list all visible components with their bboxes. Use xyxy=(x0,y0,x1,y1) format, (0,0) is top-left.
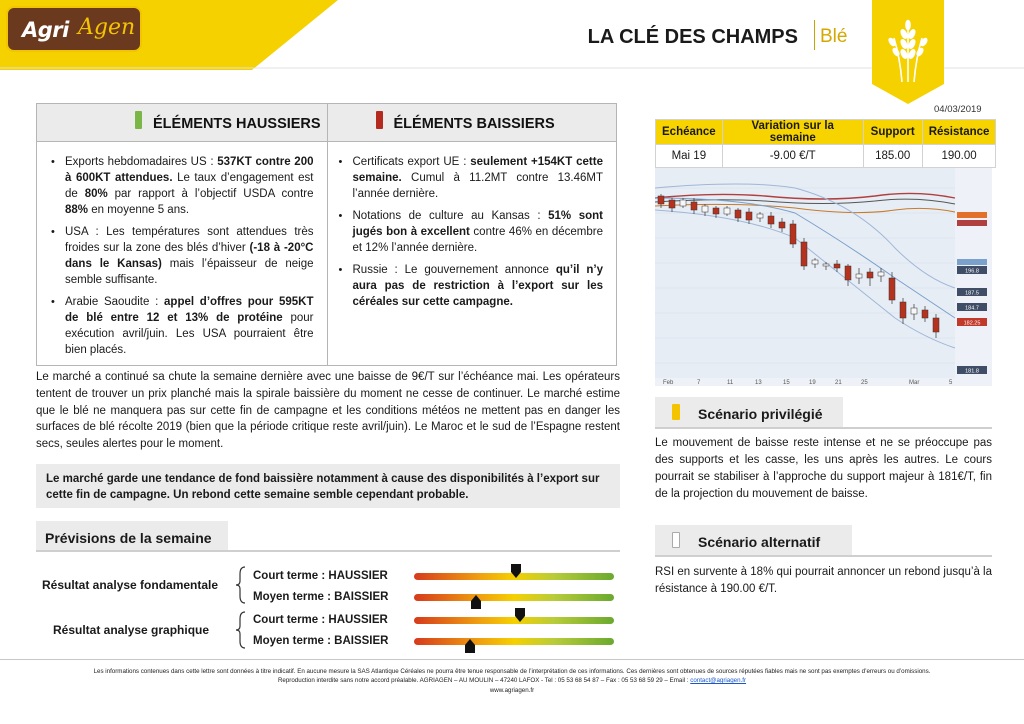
chart-x-tick-label: 5 xyxy=(949,380,953,386)
technical-analysis-label: Résultat analyse graphique xyxy=(53,623,210,637)
bearish-candle xyxy=(834,264,840,268)
bearish-candle xyxy=(746,212,752,220)
table-cell: -9.00 €/T xyxy=(722,145,863,168)
scenario-divider xyxy=(655,555,992,557)
chart-x-tick-label: 21 xyxy=(835,380,842,386)
bearish-candle xyxy=(779,222,785,228)
trend-gauge-bar xyxy=(414,617,614,624)
forecast-term: Court terme : HAUSSIER xyxy=(253,570,388,582)
trend-marker xyxy=(511,564,521,578)
bearish-candle xyxy=(713,208,719,214)
bullish-candle xyxy=(878,272,884,276)
preferred-scenario-header xyxy=(655,397,843,428)
table-header: Support xyxy=(863,120,922,145)
footer-contact: Reproduction interdite sans notre accord préalable. AGRIAGEN – AU MOULIN – 47240 LAFOX - Tel : 05 53 68 54 87 – Fax : 05 53 68 59 29 – Email : contact@agriagen.fr xyxy=(277,677,747,684)
table-cell: 185.00 xyxy=(863,145,922,168)
preferred-scenario-title: Scénario privilégié xyxy=(698,406,823,422)
bullish-candle xyxy=(724,208,730,214)
bearish-list xyxy=(327,142,617,365)
preferred-scenario-text: Le mouvement de baisse reste intense et ne se préoccupe pas des supports et les casse, les uns après les autres. Le cours pourrait se stabiliser à l’approche du support majeur à 181€/T, fin de la projection du mouvement de baisse. xyxy=(655,437,992,500)
bearish-candle xyxy=(669,200,675,208)
bullish-title: ÉLÉMENTS HAUSSIERS xyxy=(153,116,321,132)
fundamental-analysis-label: Résultat analyse fondamentale xyxy=(42,578,219,592)
price-label: 187.5 xyxy=(965,290,979,297)
report-date: 04/03/2019 xyxy=(934,104,982,115)
bearish-candle xyxy=(845,266,851,280)
chart-x-tick-label: 15 xyxy=(783,380,790,386)
trend-gauge-bar xyxy=(414,638,614,645)
table-header: Résistance xyxy=(922,120,996,145)
trend-marker xyxy=(515,608,525,622)
trend-marker xyxy=(471,595,481,609)
market-factors-box xyxy=(36,103,617,366)
chart-x-tick-label: 25 xyxy=(861,380,868,386)
factors-header xyxy=(37,104,616,142)
logo-text-agri: Agri xyxy=(22,18,69,42)
bullish-candle xyxy=(757,214,763,218)
chart-x-tick-label: 13 xyxy=(755,380,762,386)
title-separator xyxy=(814,20,815,50)
chart-x-tick-label: 11 xyxy=(727,380,734,386)
footer-email-link[interactable]: contact@agriagen.fr xyxy=(690,677,747,684)
alternative-scenario-header xyxy=(655,525,852,556)
footer-disclaimer: Les informations contenues dans cette lettre sont données à titre indicatif. En aucune mesure la SAS Atlantique Céréales ne pourra être tenue responsable de l’interprétation de ces informations. Ces dernières sont obtenues de sources réputées fiables mais ne sont pas exemptes d’erreurs ou d’omissions. xyxy=(93,668,931,675)
bullish-header xyxy=(37,104,327,141)
bearish-candle xyxy=(922,310,928,318)
bearish-candle xyxy=(658,196,664,204)
alternative-scenario-title: Scénario alternatif xyxy=(698,534,821,550)
forecast-term: Court terme : HAUSSIER xyxy=(253,614,388,626)
fundamental-brace xyxy=(236,566,246,604)
red-candle-icon xyxy=(376,111,383,129)
bullish-item: • Exports hebdomadaires US : 537KT contre 200 à 600KT attendues. Le taux d’engagement est de 80% par rapport à l’objectif USDA contre 88% en moyenne 5 ans. xyxy=(51,154,314,218)
bearish-candle xyxy=(735,210,741,218)
bearish-item: • Russie : Le gouvernement annonce qu’il n’y aura pas de restriction à l’export sur les céréales sur cette campagne. xyxy=(339,262,604,310)
bearish-candle xyxy=(867,272,873,278)
price-label: 196.8 xyxy=(965,268,979,275)
chart-x-tick-label: Mar xyxy=(909,380,920,386)
bearish-item: • Certificats export UE : seulement +154KT cette semaine. Cumul à 11.2MT contre 13.46MT l’année dernière. xyxy=(339,154,604,202)
footer-website: www.agriagen.fr xyxy=(489,687,535,694)
bearish-candle xyxy=(790,224,796,244)
trend-marker xyxy=(465,639,475,653)
white-candle-icon xyxy=(672,532,680,548)
table-cell: Mai 19 xyxy=(656,145,723,168)
forecast-term: Moyen terme : BAISSIER xyxy=(253,635,389,647)
logo-text-agen: Agen xyxy=(78,15,136,40)
page-title: LA CLÉ DES CHAMPS xyxy=(587,26,798,48)
footer-divider xyxy=(0,659,1024,660)
bullish-item: • USA : Les températures sont attendues très froides sur la zone des blés d’hiver (-18 à -20°C dans le Kansas) mais l’épaisseur de neige semble suffisante. xyxy=(51,224,314,288)
bearish-candle xyxy=(900,302,906,318)
contract-table xyxy=(655,119,996,168)
price-chart xyxy=(655,168,992,386)
bearish-header xyxy=(327,104,617,141)
chart-x-tick-label: Feb xyxy=(663,380,674,386)
market-summary: Le marché garde une tendance de fond baissière notamment à cause des disponibilités à l’export sur cette fin de campagne. Un rebond cette semaine semble cependant probable. xyxy=(36,464,620,508)
header-band xyxy=(0,0,1024,70)
bearish-candle xyxy=(933,318,939,332)
page-subtitle: Blé xyxy=(820,26,848,47)
price-label: 181.8 xyxy=(965,368,979,375)
forecast-divider xyxy=(36,550,620,552)
green-candle-icon xyxy=(135,111,142,129)
bearish-candle xyxy=(768,216,774,224)
table-header: Echéance xyxy=(656,120,723,145)
technical-brace xyxy=(236,611,246,649)
scenario-divider xyxy=(655,427,992,429)
bullish-candle xyxy=(856,274,862,278)
chart-x-tick-label: 19 xyxy=(809,380,816,386)
alternative-scenario-text: RSI en survente à 18% qui pourrait annoncer un rebond jusqu’à la résistance à 190.00 €/T. xyxy=(655,566,992,595)
bullish-candle xyxy=(702,206,708,212)
forecast-term: Moyen terme : BAISSIER xyxy=(253,591,389,603)
yellow-candle-icon xyxy=(672,404,680,420)
bearish-candle xyxy=(691,202,697,210)
bullish-candle xyxy=(823,264,829,266)
table-cell: 190.00 xyxy=(922,145,996,168)
price-label: 184.7 xyxy=(965,305,979,312)
bullish-item: • Arabie Saoudite : appel d’offres pour 595KT de blé entre 12 et 13% de protéine pour exécution avril/juin. Les USA pourraient être bien placés. xyxy=(51,294,314,358)
table-row xyxy=(656,145,996,168)
bullish-candle xyxy=(812,260,818,264)
bearish-candle xyxy=(801,242,807,266)
table-header: Variation sur la semaine xyxy=(722,120,863,145)
bearish-item: • Notations de culture au Kansas : 51% sont jugés bon à excellent contre 46% en décembre et 12% l’année dernière. xyxy=(339,208,604,256)
agriagen-logo xyxy=(6,6,142,52)
bearish-title: ÉLÉMENTS BAISSIERS xyxy=(393,116,555,132)
price-label: 182.25 xyxy=(963,320,981,327)
chart-x-tick-label: 7 xyxy=(697,380,701,386)
trend-gauge-bar xyxy=(414,573,614,580)
bullish-candle xyxy=(911,308,917,314)
bullish-list xyxy=(37,142,327,365)
market-commentary: Le marché a continué sa chute la semaine dernière avec une baisse de 9€/T sur l’échéance mai. Les opérateurs tentent de trouver un prix planché mais la spirale baissière du moment ne cesse de continuer. Le marché estime que le blé ne manquera pas sur cette fin de campagne et les conditions météos ne mettent pas en danger les surfaces de blé récolte 2019 (bien que la période critique reste avril/juin). Le Maroc et le sud de l’Espagne restent secs, seules alertes pour le moment. xyxy=(36,371,620,451)
wheat-icon xyxy=(872,0,944,104)
bearish-candle xyxy=(889,278,895,300)
trend-gauge-bar xyxy=(414,594,614,601)
bullish-candle xyxy=(680,200,686,206)
forecast-title: Prévisions de la semaine xyxy=(36,521,228,551)
